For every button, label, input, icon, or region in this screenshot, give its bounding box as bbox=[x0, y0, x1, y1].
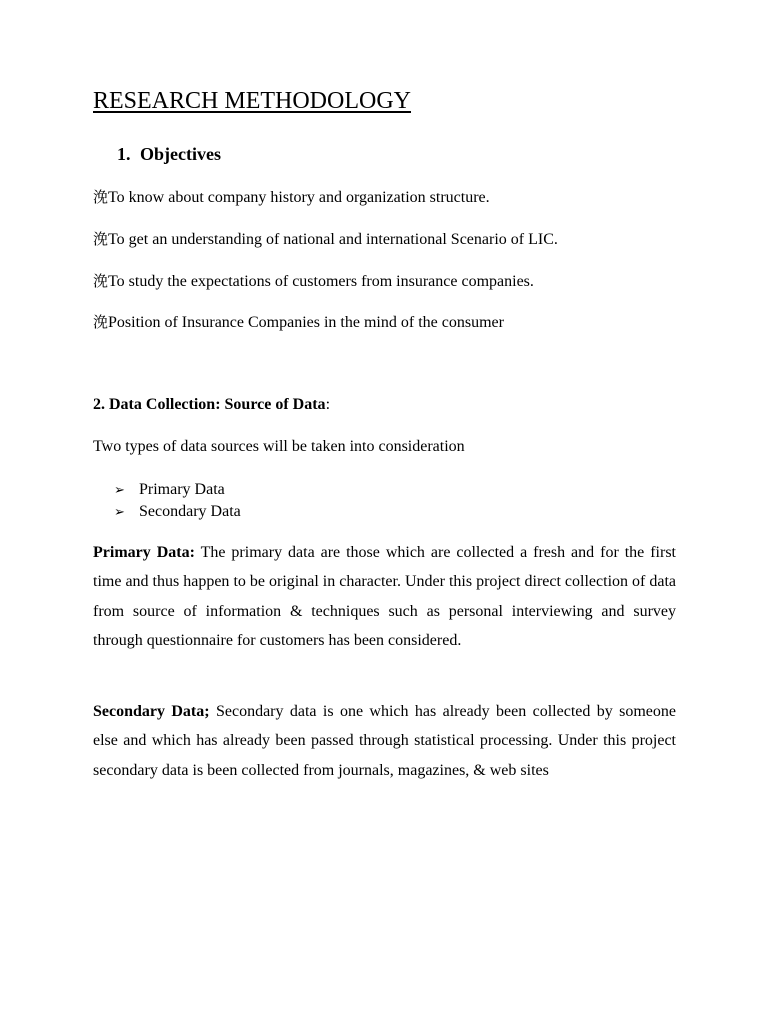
bullet-glyph-icon: 浼 bbox=[93, 188, 109, 206]
secondary-data-lead: Secondary Data; bbox=[93, 703, 210, 720]
objective-text: To know about company history and organization structure. bbox=[108, 189, 490, 206]
objectives-heading bbox=[117, 143, 221, 165]
data-sources-list bbox=[114, 479, 241, 523]
data-collection-heading bbox=[93, 395, 330, 415]
secondary-data-text: Secondary data is one which has already been collected by someone else and which has already been passed through statistical processing. Under this project secondary data is been collected from journals, magazines, & web sites bbox=[93, 703, 676, 779]
list-item-text: Primary Data bbox=[139, 481, 225, 498]
section-number: 1. bbox=[117, 144, 131, 164]
data-collection-heading-suffix: : bbox=[325, 396, 331, 413]
list-item bbox=[114, 501, 241, 523]
primary-data-lead: Primary Data: bbox=[93, 544, 195, 561]
bullet-glyph-icon: 浼 bbox=[93, 230, 109, 248]
arrow-bullet-icon: ➢ bbox=[114, 483, 125, 498]
primary-data-paragraph bbox=[93, 538, 676, 655]
bullet-glyph-icon: 浼 bbox=[93, 313, 109, 331]
objective-item bbox=[93, 312, 504, 333]
objective-text: To study the expectations of customers from insurance companies. bbox=[108, 273, 534, 290]
data-sources-intro: Two types of data sources will be taken into consideration bbox=[93, 438, 465, 455]
objective-item bbox=[93, 271, 534, 292]
primary-data-text: The primary data are those which are collected a fresh and for the first time and thus happen to be original in character. Under this project direct collection of data from source of information & techniques such as personal interviewing and survey through questionnaire for customers has been considered. bbox=[93, 544, 676, 649]
arrow-bullet-icon: ➢ bbox=[114, 505, 125, 520]
objective-text: Position of Insurance Companies in the mind of the consumer bbox=[108, 314, 504, 331]
data-collection-heading-bold: 2. Data Collection: Source of Data bbox=[93, 396, 326, 413]
list-item bbox=[114, 479, 241, 501]
objective-text: To get an understanding of national and international Scenario of LIC. bbox=[108, 231, 558, 248]
bullet-glyph-icon: 浼 bbox=[93, 272, 109, 290]
objective-item bbox=[93, 229, 558, 250]
section-title: Objectives bbox=[140, 144, 221, 164]
list-item-text: Secondary Data bbox=[139, 503, 241, 520]
page-title: RESEARCH METHODOLOGY bbox=[93, 88, 411, 114]
secondary-data-paragraph bbox=[93, 697, 676, 785]
objective-item bbox=[93, 187, 490, 208]
